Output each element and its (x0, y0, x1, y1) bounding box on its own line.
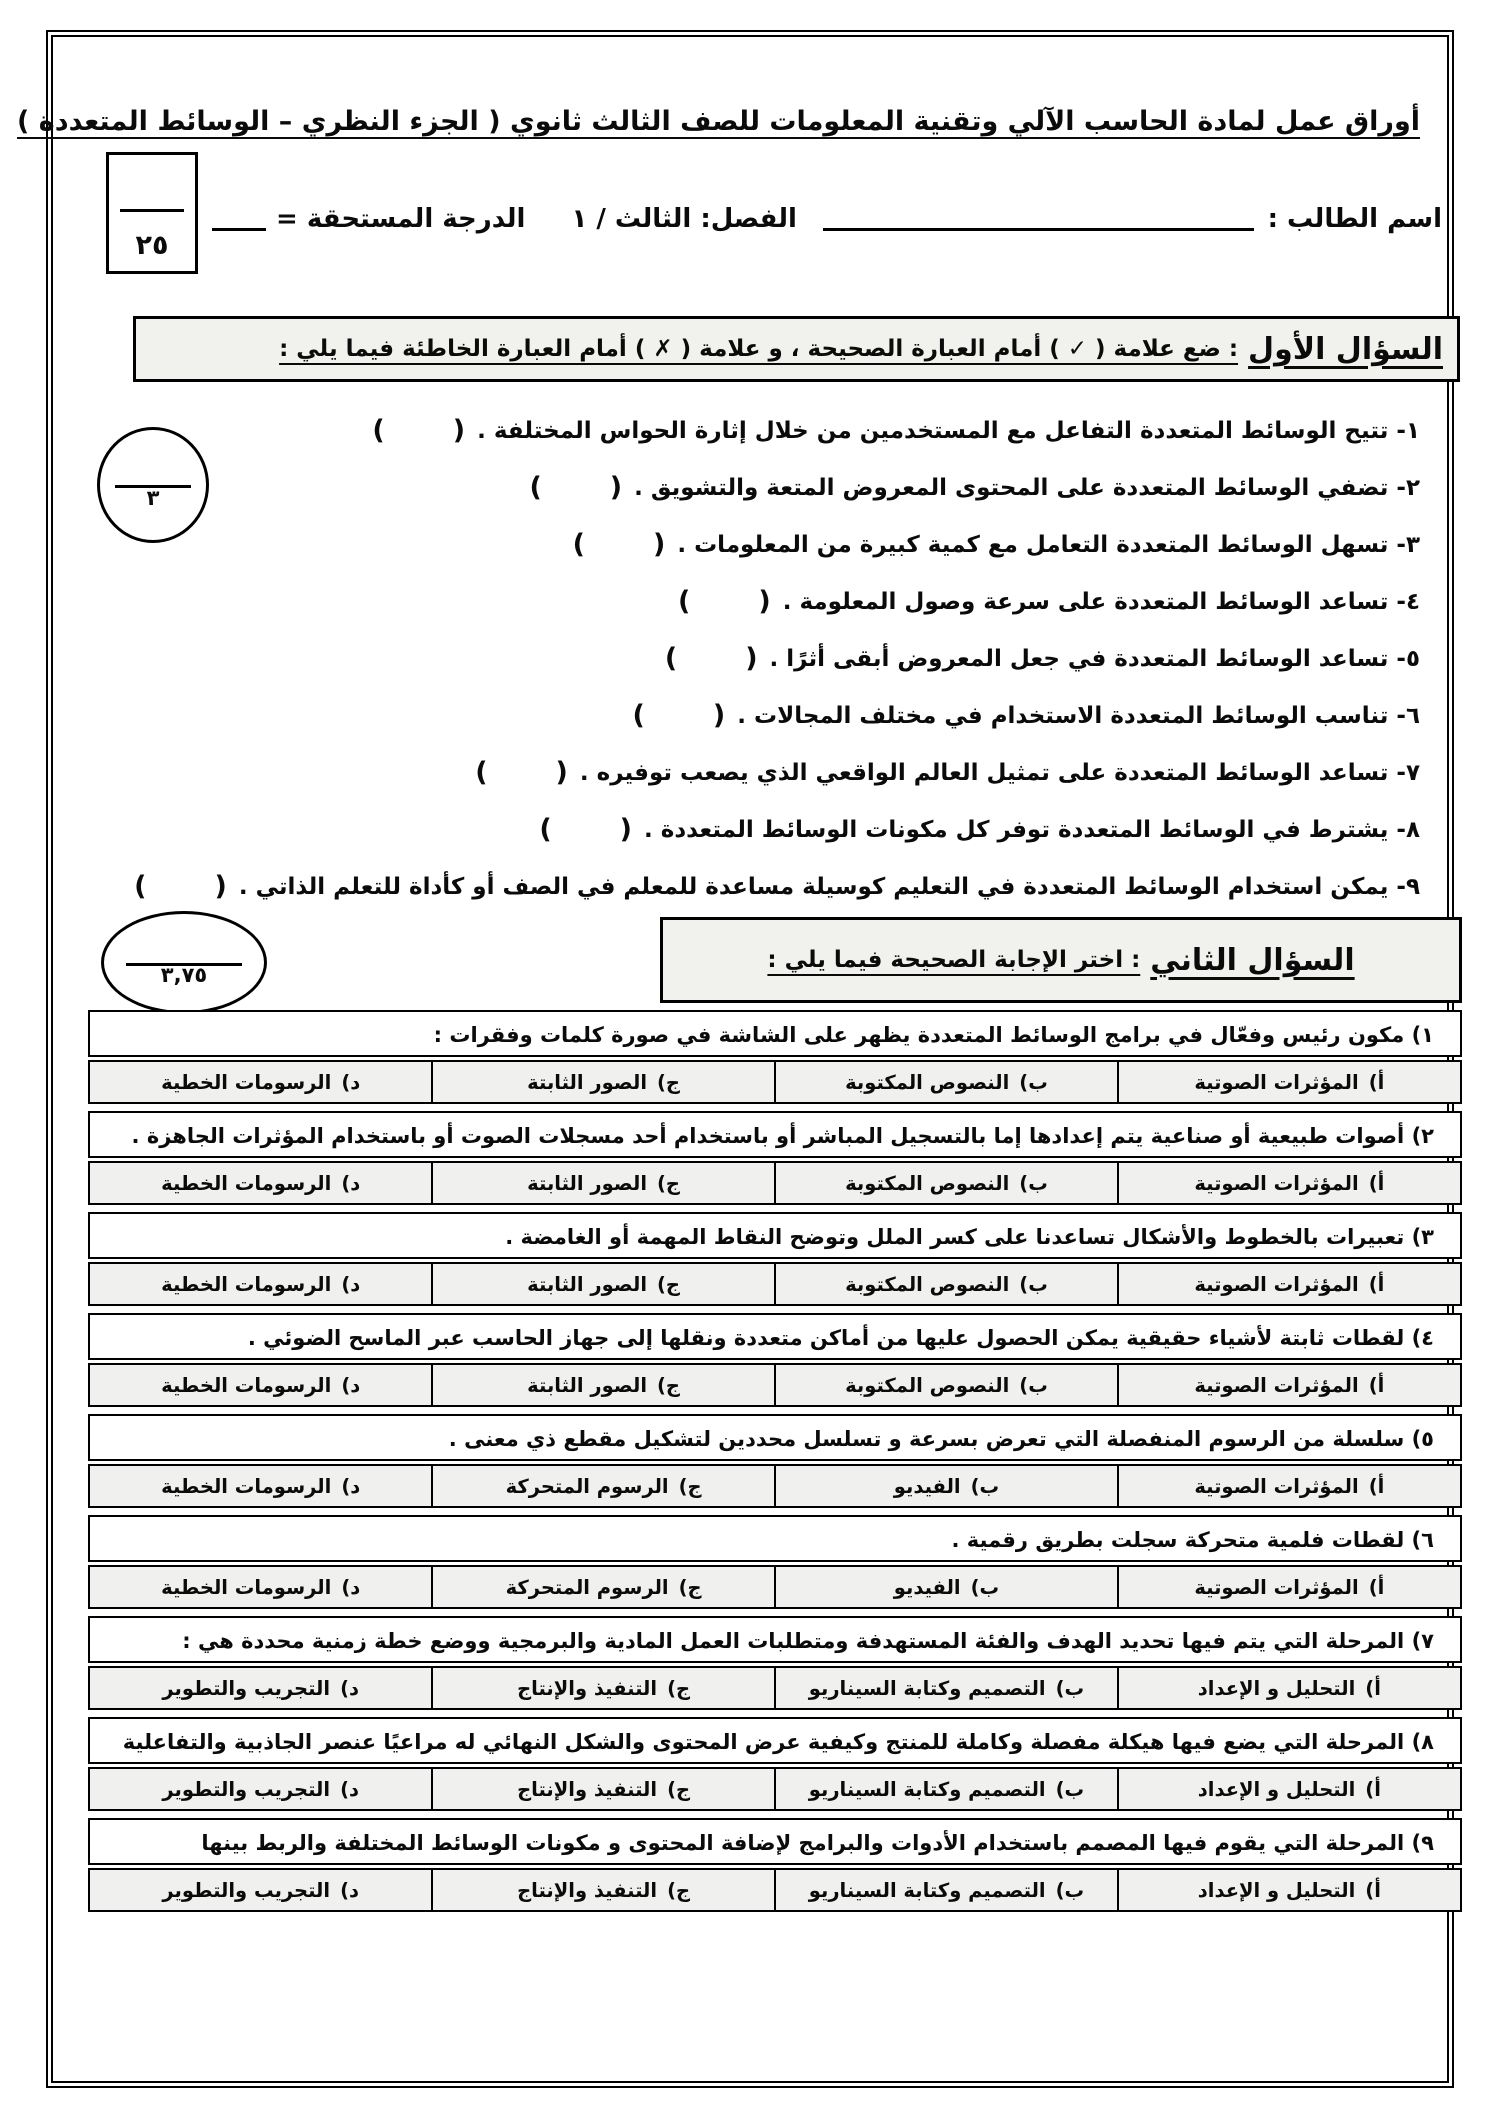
answer-parentheses[interactable]: ( ) (539, 814, 633, 845)
option-letter: ب) (1055, 1777, 1085, 1801)
mcq-options-row (88, 1363, 1462, 1407)
grade-label: الدرجة المستحقة = (276, 204, 526, 234)
option-text: التجريب والتطوير (162, 1676, 331, 1700)
option-text: الصور الثابتة (527, 1272, 648, 1296)
option-cell[interactable] (1117, 1868, 1462, 1912)
statement-item (90, 459, 1420, 516)
mcq-question-block (88, 1313, 1462, 1407)
statement-text: ٩- يمكن استخدام الوسائط المتعددة في التعليم كوسيلة مساعدة للمعلم في الصف أو كأداة للتعلم الذاتي . (238, 873, 1420, 900)
answer-parentheses[interactable]: ( ) (134, 871, 227, 902)
option-letter: أ) (1368, 1171, 1385, 1195)
option-text: الرسوم المتحركة (505, 1575, 669, 1599)
statement-item (90, 516, 1420, 573)
option-cell[interactable] (431, 1060, 776, 1104)
option-text: النصوص المكتوبة (845, 1373, 1010, 1397)
option-text: التصميم وكتابة السيناريو (808, 1676, 1046, 1700)
option-letter: د) (341, 1373, 361, 1397)
option-text: الرسومات الخطية (161, 1070, 332, 1094)
option-letter: د) (340, 1878, 359, 1902)
score-blank-line[interactable] (120, 209, 184, 212)
option-letter: ب) (1055, 1878, 1085, 1902)
statement-item (90, 573, 1420, 630)
question2-title: السؤال الثاني (1150, 942, 1355, 978)
option-cell[interactable] (88, 1767, 433, 1811)
option-text: التحليل و الإعداد (1197, 1777, 1356, 1801)
option-cell[interactable] (1117, 1262, 1462, 1306)
option-cell[interactable] (88, 1464, 433, 1508)
option-letter: د) (340, 1777, 359, 1801)
option-cell[interactable] (88, 1161, 433, 1205)
option-cell[interactable] (431, 1161, 776, 1205)
option-letter: ج) (667, 1878, 691, 1902)
mcq-options-row (88, 1060, 1462, 1104)
mcq-question-block (88, 1717, 1462, 1811)
mcq-options-row (88, 1464, 1462, 1508)
option-letter: ب) (1019, 1272, 1048, 1296)
option-letter: ج) (667, 1676, 691, 1700)
option-text: النصوص المكتوبة (845, 1070, 1010, 1094)
option-letter: ب) (970, 1474, 1000, 1498)
option-text: الرسومات الخطية (161, 1575, 332, 1599)
statement-item (90, 402, 1420, 459)
option-letter: ج) (678, 1474, 702, 1498)
option-text: المؤثرات الصوتية (1194, 1070, 1359, 1094)
option-cell[interactable] (774, 1464, 1119, 1508)
option-text: الفيديو (893, 1474, 961, 1498)
option-letter: أ) (1365, 1676, 1381, 1700)
option-letter: د) (341, 1272, 361, 1296)
statements-list (90, 402, 1420, 915)
option-cell[interactable] (774, 1363, 1119, 1407)
mcq-options-row (88, 1262, 1462, 1306)
option-text: التنفيذ والإنتاج (517, 1878, 658, 1902)
option-cell[interactable] (1117, 1767, 1462, 1811)
option-text: المؤثرات الصوتية (1194, 1272, 1359, 1296)
mcq-question-text: ٥) سلسلة من الرسوم المنفصلة التي تعرض بسرعة و تسلسل محددين لتشكيل مقطع ذي معنى . (88, 1414, 1462, 1461)
answer-parentheses[interactable]: ( ) (664, 643, 758, 674)
mcq-question-block (88, 1212, 1462, 1306)
option-cell[interactable] (1117, 1161, 1462, 1205)
statement-text: ١- تتيح الوسائط المتعددة التفاعل مع المستخدمين من خلال إثارة الحواس المختلفة . (477, 417, 1420, 444)
option-text: التنفيذ والإنتاج (517, 1676, 658, 1700)
option-cell[interactable] (431, 1363, 776, 1407)
option-cell[interactable] (431, 1868, 776, 1912)
option-letter: ب) (1055, 1676, 1085, 1700)
option-text: المؤثرات الصوتية (1194, 1171, 1359, 1195)
option-letter: أ) (1368, 1373, 1385, 1397)
mcq-question-text: ٩) المرحلة التي يقوم فيها المصمم باستخدام الأدوات والبرامج لإضافة المحتوى و مكونات الوسائط المختلفة والربط بينها (88, 1818, 1462, 1865)
question1-instructions: : ضع علامة ( ✓ ) أمام العبارة الصحيحة ، و علامة ( ✗ ) أمام العبارة الخاطئة فيما يلي : (279, 336, 1239, 362)
student-name-blank[interactable] (823, 207, 1254, 231)
option-cell[interactable] (431, 1565, 776, 1609)
option-text: النصوص المكتوبة (845, 1272, 1010, 1296)
mcq-table (88, 1010, 1462, 1919)
mcq-question-text: ٤) لقطات ثابتة لأشياء حقيقية يمكن الحصول عليها من أماكن متعددة ونقلها إلى جهاز الحاسب عبر الماسح الضوئي . (88, 1313, 1462, 1360)
mcq-question-text: ٧) المرحلة التي يتم فيها تحديد الهدف والفئة المستهدفة ومتطلبات العمل المادية والبرمجية ووضع خطة زمنية محددة هي : (88, 1616, 1462, 1663)
total-score-value: ٢٥ (135, 230, 169, 261)
option-text: الصور الثابتة (527, 1070, 648, 1094)
option-cell[interactable] (88, 1363, 433, 1407)
statement-text: ٣- تسهل الوسائط المتعددة التعامل مع كمية كبيرة من المعلومات . (677, 531, 1420, 558)
option-cell[interactable] (431, 1464, 776, 1508)
option-cell[interactable] (88, 1262, 433, 1306)
statement-text: ٢- تضفي الوسائط المتعددة على المحتوى المعروض المتعة والتشويق . (634, 474, 1420, 501)
option-text: الرسومات الخطية (161, 1373, 332, 1397)
option-letter: ج) (657, 1070, 680, 1094)
option-letter: ب) (1019, 1070, 1048, 1094)
option-text: الرسومات الخطية (161, 1272, 332, 1296)
question1-title: السؤال الأول (1248, 331, 1443, 367)
statement-text: ٦- تناسب الوسائط المتعددة الاستخدام في مختلف المجالات . (737, 702, 1420, 729)
option-text: التصميم وكتابة السيناريو (808, 1878, 1046, 1902)
grade-blank[interactable] (212, 207, 266, 231)
option-text: الصور الثابتة (527, 1373, 648, 1397)
option-letter: د) (341, 1171, 361, 1195)
student-info-row (212, 204, 1442, 234)
statement-item (90, 687, 1420, 744)
statement-item (90, 801, 1420, 858)
mcq-question-block (88, 1515, 1462, 1609)
mcq-question-block (88, 1111, 1462, 1205)
answer-parentheses[interactable]: ( ) (372, 415, 466, 446)
option-cell[interactable] (1117, 1060, 1462, 1104)
option-text: الفيديو (893, 1575, 961, 1599)
statement-text: ٤- تساعد الوسائط المتعددة على سرعة وصول المعلومة . (782, 588, 1420, 615)
option-text: المؤثرات الصوتية (1194, 1575, 1359, 1599)
mcq-question-text: ٣) تعبيرات بالخطوط والأشكال تساعدنا على كسر الملل وتوضح النقاط المهمة أو الغامضة . (88, 1212, 1462, 1259)
total-score-box (106, 152, 198, 274)
option-cell[interactable] (88, 1868, 433, 1912)
option-text: التحليل و الإعداد (1197, 1676, 1356, 1700)
option-letter: ج) (667, 1777, 691, 1801)
class-label: الفصل: الثالث / ١ (571, 204, 797, 234)
option-cell[interactable] (774, 1767, 1119, 1811)
option-cell[interactable] (774, 1060, 1119, 1104)
statement-text: ٧- تساعد الوسائط المتعددة على تمثيل العالم الواقعي الذي يصعب توفيره . (579, 759, 1420, 786)
mcq-options-row (88, 1565, 1462, 1609)
option-cell[interactable] (774, 1161, 1119, 1205)
option-letter: أ) (1365, 1878, 1381, 1902)
option-cell[interactable] (774, 1565, 1119, 1609)
mcq-question-text: ١) مكون رئيس وفعّال في برامج الوسائط المتعددة يظهر على الشاشة في صورة كلمات وفقرات : (88, 1010, 1462, 1057)
answer-parentheses[interactable]: ( ) (632, 700, 726, 731)
option-cell[interactable] (431, 1262, 776, 1306)
option-cell[interactable] (774, 1868, 1119, 1912)
option-text: التجريب والتطوير (162, 1777, 331, 1801)
option-cell[interactable] (1117, 1666, 1462, 1710)
option-text: التحليل و الإعداد (1197, 1878, 1356, 1902)
statement-text: ٥- تساعد الوسائط المتعددة في جعل المعروض أبقى أثرًا . (769, 645, 1420, 672)
option-text: المؤثرات الصوتية (1194, 1373, 1359, 1397)
mcq-question-text: ٢) أصوات طبيعية أو صناعية يتم إعدادها إما بالتسجيل المباشر أو باستخدام أحد مسجلات الصوت أو باستخدام المؤثرات الجاهزة . (88, 1111, 1462, 1158)
mcq-question-block (88, 1818, 1462, 1912)
option-cell[interactable] (774, 1262, 1119, 1306)
option-cell[interactable] (1117, 1464, 1462, 1508)
mcq-options-row (88, 1161, 1462, 1205)
option-cell[interactable] (774, 1666, 1119, 1710)
option-text: التصميم وكتابة السيناريو (808, 1777, 1046, 1801)
option-letter: أ) (1368, 1474, 1385, 1498)
question2-header (660, 917, 1462, 1003)
option-letter: أ) (1368, 1070, 1385, 1094)
student-name-label: اسم الطالب : (1267, 204, 1442, 234)
mcq-question-text: ٦) لقطات فلمية متحركة سجلت بطريق رقمية . (88, 1515, 1462, 1562)
option-letter: أ) (1365, 1777, 1381, 1801)
option-text: النصوص المكتوبة (845, 1171, 1010, 1195)
mcq-question-block (88, 1414, 1462, 1508)
option-text: الرسومات الخطية (161, 1474, 332, 1498)
mcq-options-row (88, 1767, 1462, 1811)
mcq-question-block (88, 1616, 1462, 1710)
option-text: الرسوم المتحركة (505, 1474, 669, 1498)
option-letter: ب) (1019, 1373, 1048, 1397)
question1-max-score: ٣ (146, 486, 160, 511)
mcq-question-block (88, 1010, 1462, 1104)
option-text: التجريب والتطوير (162, 1878, 331, 1902)
option-cell[interactable] (88, 1666, 433, 1710)
mcq-options-row (88, 1666, 1462, 1710)
option-letter: د) (341, 1575, 361, 1599)
question2-score-circle (101, 911, 267, 1014)
option-cell[interactable] (1117, 1565, 1462, 1609)
option-letter: ب) (970, 1575, 1000, 1599)
mcq-question-text: ٨) المرحلة التي يضع فيها هيكلة مفصلة وكاملة للمنتج وكيفية عرض المحتوى والشكل النهائي له مراعيًا عنصر الجاذبية والتفاعلية (88, 1717, 1462, 1764)
question2-instructions: : اختر الإجابة الصحيحة فيما يلي : (767, 947, 1141, 973)
answer-parentheses[interactable]: ( ) (475, 757, 568, 788)
option-cell[interactable] (1117, 1363, 1462, 1407)
option-cell[interactable] (431, 1767, 776, 1811)
mcq-options-row (88, 1868, 1462, 1912)
option-letter: د) (341, 1070, 361, 1094)
option-letter: ج) (678, 1575, 702, 1599)
option-letter: ج) (657, 1272, 680, 1296)
answer-parentheses[interactable]: ( ) (678, 586, 771, 617)
option-text: الصور الثابتة (527, 1171, 648, 1195)
statement-item (90, 630, 1420, 687)
option-cell[interactable] (431, 1666, 776, 1710)
answer-parentheses[interactable]: ( ) (572, 529, 666, 560)
question2-max-score: ٣,٧٥ (160, 963, 208, 988)
statement-item (90, 858, 1420, 915)
option-letter: د) (341, 1474, 361, 1498)
option-letter: ب) (1019, 1171, 1048, 1195)
option-letter: د) (340, 1676, 359, 1700)
option-letter: ج) (657, 1373, 680, 1397)
option-text: الرسومات الخطية (161, 1171, 332, 1195)
answer-parentheses[interactable]: ( ) (529, 472, 623, 503)
option-text: التنفيذ والإنتاج (517, 1777, 658, 1801)
question1-header (133, 316, 1460, 382)
statement-item (90, 744, 1420, 801)
statement-text: ٨- يشترط في الوسائط المتعددة توفر كل مكونات الوسائط المتعددة . (644, 816, 1420, 843)
option-letter: أ) (1368, 1272, 1385, 1296)
option-cell[interactable] (88, 1565, 433, 1609)
option-text: المؤثرات الصوتية (1194, 1474, 1359, 1498)
page-title: أوراق عمل لمادة الحاسب الآلي وتقنية المعلومات للصف الثالث ثانوي ( الجزء النظري – الوسائط المتعددة ) (17, 106, 1420, 137)
option-letter: ج) (657, 1171, 680, 1195)
option-letter: أ) (1368, 1575, 1385, 1599)
option-cell[interactable] (88, 1060, 433, 1104)
